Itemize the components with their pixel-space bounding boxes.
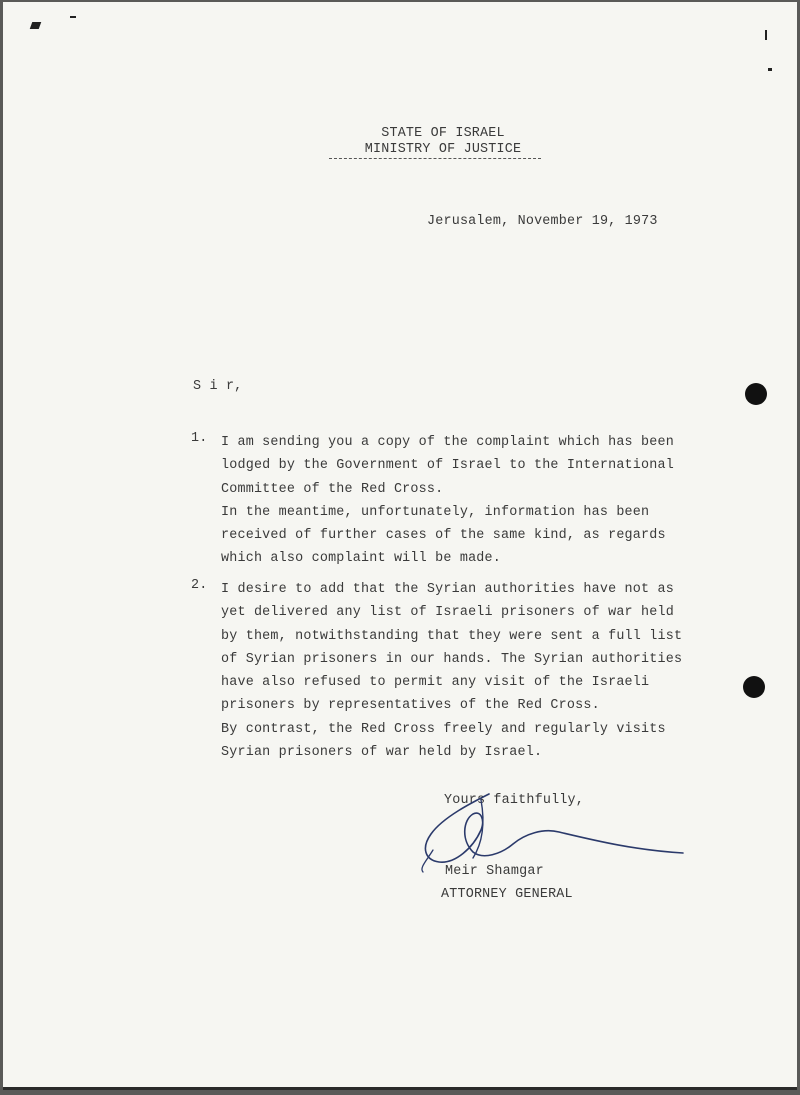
paragraph-line: Committee of the Red Cross.	[221, 481, 444, 497]
letter-page	[3, 2, 797, 1090]
paragraph-line: In the meantime, unfortunately, information has been	[221, 504, 650, 520]
paragraph-line: of Syrian prisoners in our hands. The Syrian authorities	[221, 651, 683, 667]
paragraph-line: yet delivered any list of Israeli prisoners of war held	[221, 605, 674, 621]
paragraph-line: received of further cases of the same kind, as regards	[221, 528, 666, 544]
paragraph-line: I desire to add that the Syrian authorities have not as	[221, 582, 674, 597]
signatory-name: Meir Shamgar	[445, 864, 544, 879]
paragraph-number: 2.	[191, 578, 208, 593]
paragraph-line: by them, notwithstanding that they were sent a full list	[221, 628, 683, 644]
page-edge	[3, 1087, 797, 1090]
dateline: Jerusalem, November 19, 1973	[427, 214, 658, 229]
paragraph-number: 1.	[191, 431, 208, 446]
paragraph-line: Syrian prisoners of war held by Israel.	[221, 745, 543, 761]
letterhead-state: STATE OF ISRAEL	[381, 126, 505, 141]
punch-hole-lower	[743, 676, 765, 698]
punch-hole-upper	[745, 383, 767, 405]
paragraph-line: which also complaint will be made.	[221, 551, 502, 567]
scan-mark-top-right-2	[768, 68, 772, 71]
scan-mark-top-left	[30, 22, 42, 29]
letterhead-divider	[329, 158, 541, 159]
paragraph-line: lodged by the Government of Israel to the International	[221, 458, 674, 474]
paragraph-line: By contrast, the Red Cross freely and regularly visits	[221, 721, 666, 737]
signatory-title: ATTORNEY GENERAL	[441, 887, 573, 902]
paragraph-line: I am sending you a copy of the complaint which has been	[221, 435, 674, 450]
salutation: S i r,	[193, 379, 243, 394]
scan-mark-top-left-2	[70, 16, 76, 18]
closing: Yours faithfully,	[444, 793, 585, 808]
letterhead-ministry: MINISTRY OF JUSTICE	[364, 142, 522, 157]
paragraph-line: prisoners by representatives of the Red Cross.	[221, 698, 600, 714]
scan-mark-top-right	[765, 30, 767, 40]
paragraph-line: have also refused to permit any visit of the Israeli	[221, 675, 650, 691]
